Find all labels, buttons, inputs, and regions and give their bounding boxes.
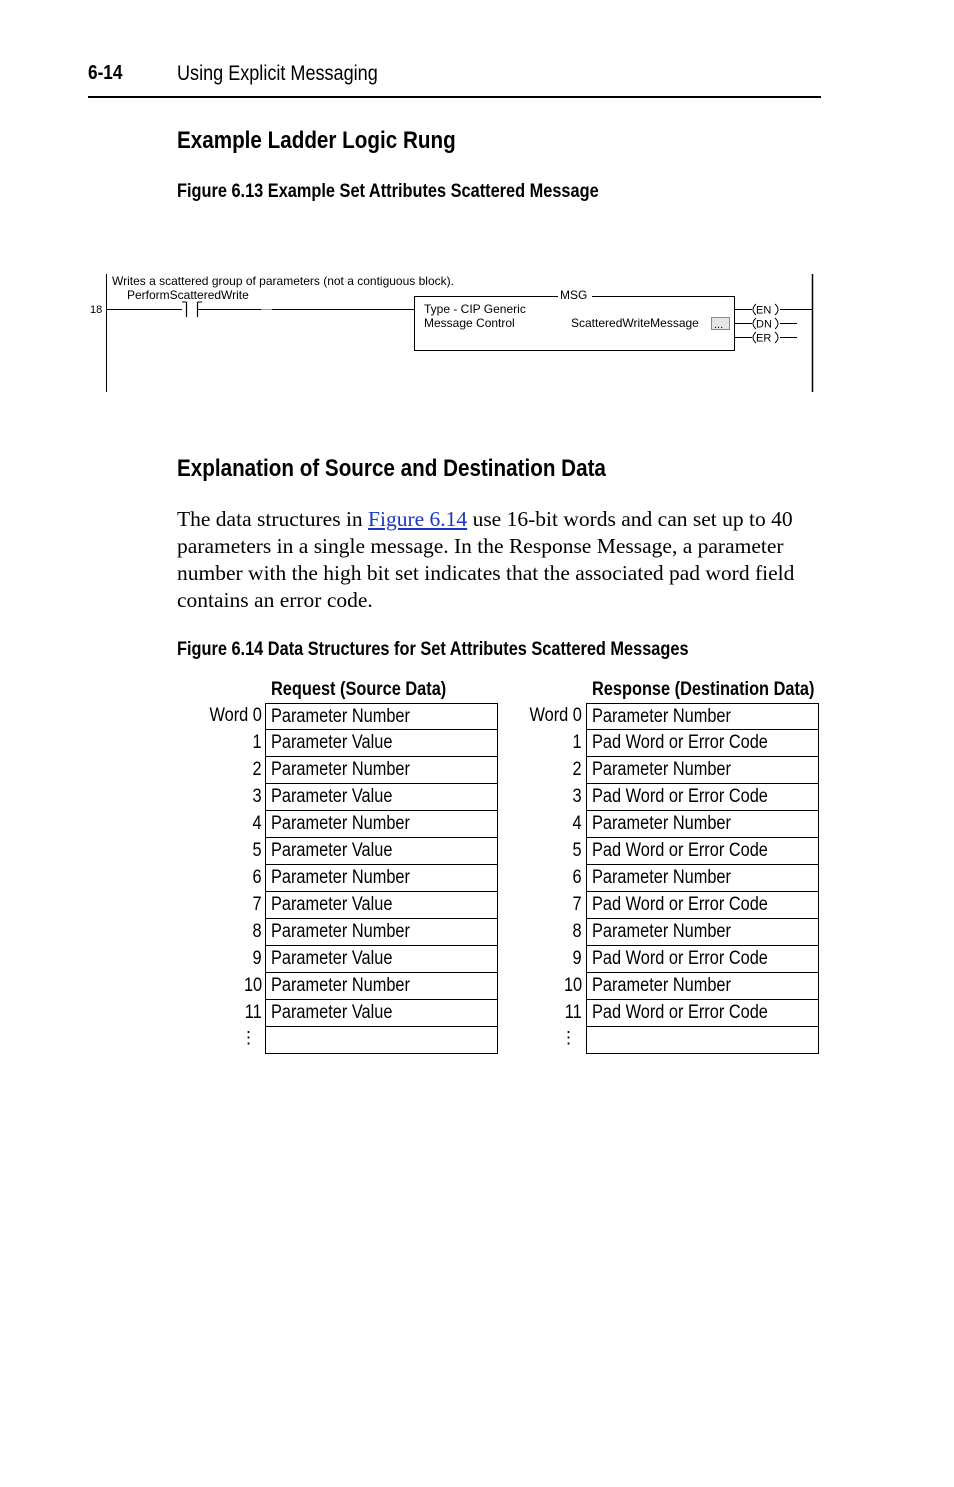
figure-6-14-link[interactable]: Figure 6.14 [368,507,468,531]
request-cell-text: Parameter Value [271,786,393,807]
ladder-rung-diagram [0,0,954,420]
response-cell-text: Parameter Number [592,706,731,727]
response-cell-text: Pad Word or Error Code [592,840,768,861]
response-cell-text: Parameter Number [592,921,731,942]
response-cell [586,1027,819,1054]
response-word-label: Word 0 [529,705,582,726]
response-cell-text: Parameter Number [592,975,731,996]
request-cell-text: Parameter Value [271,948,393,969]
response-cell-text: Pad Word or Error Code [592,732,768,753]
response-cell [586,838,819,865]
response-word-label: 1 [572,732,582,753]
response-cell [586,757,819,784]
response-word-label: ⋮ [560,1028,577,1047]
msg-control-label: Message Control [424,316,515,330]
request-cell [265,703,498,730]
output-er: ER [756,332,772,345]
request-cell [265,811,498,838]
msg-control-tag: ScatteredWriteMessage [571,316,699,330]
request-word-label: 8 [252,921,262,942]
response-cell-text: Pad Word or Error Code [592,1002,768,1023]
response-cell-text: Parameter Number [592,759,731,780]
para-text-before: The data structures in [177,507,369,531]
request-cell-text: Parameter Number [271,813,410,834]
figure-6-14-caption: Figure 6.14 Data Structures for Set Attributes Scattered Messages [177,639,689,660]
request-word-label: 1 [252,732,262,753]
request-cell-text: Parameter Value [271,894,393,915]
rung-number: 18 [90,304,103,316]
request-cell-text: Parameter Number [271,706,410,727]
response-cell-text: Parameter Number [592,813,731,834]
response-word-label: 5 [572,840,582,861]
chapter-title: Using Explicit Messaging [177,62,378,85]
browse-button[interactable] [712,318,730,332]
response-cell [586,784,819,811]
response-cell [586,811,819,838]
para-text-after: use 16-bit words and can set up to 40 parameters in a single message. In the Response Message, a parameter number with the high bit set indicates that the associated pad word field contains an error code. [177,507,795,612]
response-cell [586,892,819,919]
response-table-title: Response (Destination Data) [592,679,815,700]
response-cell [586,865,819,892]
contact-tag: PerformScatteredWrite [127,288,249,302]
msg-type-line: Type - CIP Generic [424,302,526,316]
response-cell [586,1000,819,1027]
response-cell [586,973,819,1000]
request-word-label: 11 [245,1002,262,1023]
request-word-label: 3 [252,786,262,807]
request-word-label: ⋮ [240,1028,257,1047]
request-cell-text: Parameter Number [271,759,410,780]
request-cell [265,1000,498,1027]
request-word-label: 6 [252,867,262,888]
request-word-label: Word 0 [209,705,262,726]
response-cell-text: Pad Word or Error Code [592,786,768,807]
request-word-label: 10 [243,975,262,996]
request-cell [265,757,498,784]
section-heading-ladder: Example Ladder Logic Rung [177,127,456,154]
request-cell-text: Parameter Number [271,921,410,942]
msg-instruction-name: MSG [560,288,588,302]
request-word-label: 5 [252,840,262,861]
request-cell-text: Parameter Number [271,867,410,888]
response-word-label: 3 [572,786,582,807]
request-cell [265,946,498,973]
request-word-label: 9 [252,948,262,969]
response-word-label: 8 [572,921,582,942]
response-word-label: 7 [572,894,582,915]
request-cell [265,784,498,811]
request-cell [265,865,498,892]
request-cell [265,730,498,757]
request-cell-text: Parameter Value [271,1002,393,1023]
request-cell-text: Parameter Number [271,975,410,996]
response-cell [586,730,819,757]
request-cell [265,1027,498,1054]
request-table-title: Request (Source Data) [271,679,447,700]
response-word-label: 11 [565,1002,582,1023]
output-en: EN [756,304,772,317]
response-cell [586,946,819,973]
response-cell [586,919,819,946]
response-word-label: 6 [572,867,582,888]
section-heading-explanation: Explanation of Source and Destination Data [177,455,606,482]
response-word-label: 10 [563,975,582,996]
request-cell [265,892,498,919]
response-word-label: 9 [572,948,582,969]
output-coils [735,304,812,345]
output-dn: DN [756,318,772,331]
request-word-label: 4 [252,813,262,834]
request-word-label: 2 [252,759,262,780]
request-word-label: 7 [252,894,262,915]
browse-button-label: ... [714,319,724,331]
request-cell-text: Parameter Value [271,840,393,861]
figure-6-13-caption: Figure 6.13 Example Set Attributes Scattered Message [177,181,599,202]
response-cell-text: Pad Word or Error Code [592,894,768,915]
response-cell-text: Parameter Number [592,867,731,888]
request-cell [265,838,498,865]
response-word-label: 2 [572,759,582,780]
response-word-label: 4 [572,813,582,834]
page-number: 6-14 [88,62,123,84]
response-cell-text: Pad Word or Error Code [592,948,768,969]
request-cell [265,919,498,946]
request-cell [265,973,498,1000]
request-cell-text: Parameter Value [271,732,393,753]
explanation-paragraph [177,506,822,614]
rung-comment: Writes a scattered group of parameters (not a contiguous block). [112,274,454,288]
response-cell [586,703,819,730]
